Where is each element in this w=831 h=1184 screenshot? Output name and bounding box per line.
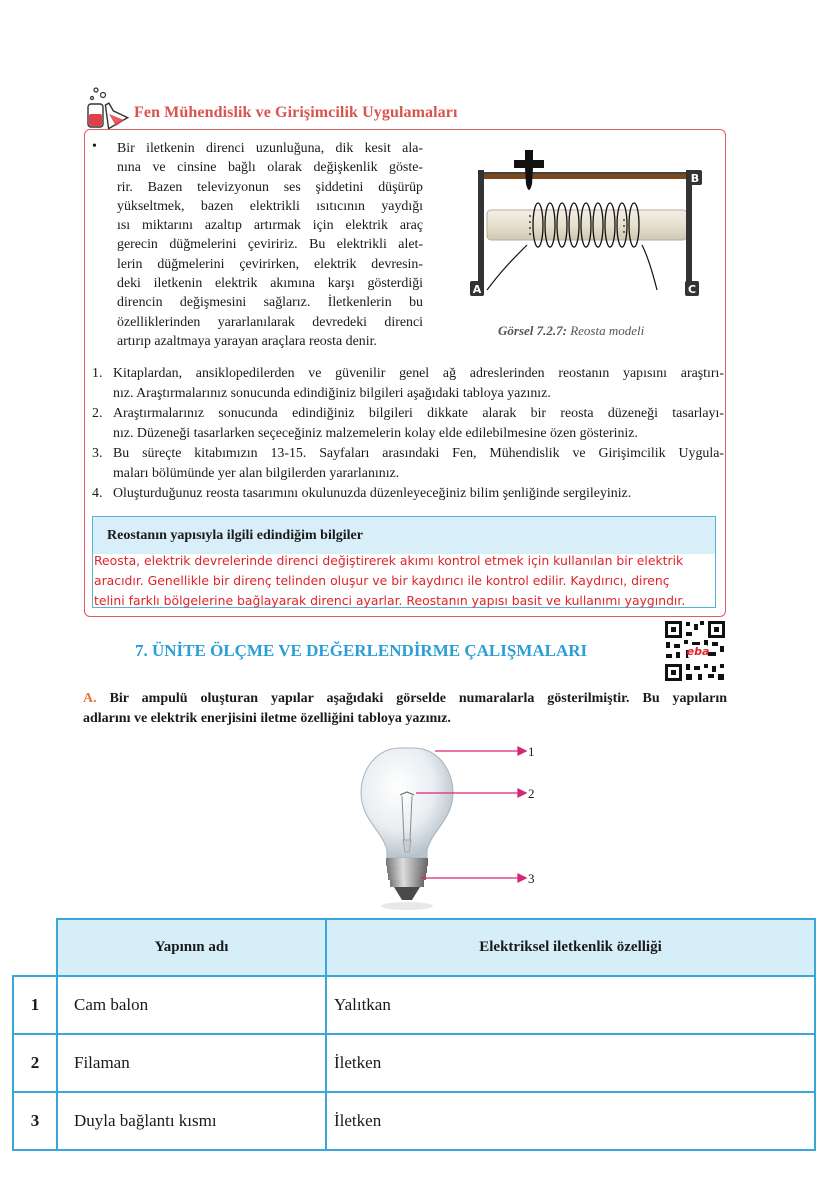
bullet-marker: • — [92, 139, 97, 154]
light-bulb-image — [352, 740, 552, 915]
question-letter: A. — [83, 691, 97, 706]
qr-label: eba — [686, 645, 710, 658]
item-text: Araştırmalarınız sonucunda edindiğiniz bilgileri dikkate alarak bir reosta düzeneği tasarlayı- — [113, 406, 724, 421]
item-text: maları bölümünde yer alan bilgilerden yararlanınız. — [113, 466, 400, 481]
row-number: 3 — [13, 1092, 57, 1150]
label-c: C — [687, 283, 697, 296]
intro-line: gerecin düğmelerini çeviririz. Bu elektrikli alet- — [117, 237, 423, 253]
task-list — [92, 364, 724, 504]
item-text: nız. Düzeneği tasarlarken seçeceğiniz malzemelerin kolay elde edilebilmesine özen gösteriniz. — [113, 426, 638, 441]
intro-line: nına ve cinsine bağlı olarak değişkenlik göste- — [117, 160, 423, 176]
item-text: Bu süreçte kitabımızın 13-15. Sayfaları arasındaki Fen, Mühendislik ve Girişimcilik Uygula- — [113, 446, 724, 461]
list-item — [92, 404, 724, 444]
item-text: nız. Araştırmalarınız sonucunda edindiğiniz bilgileri aşağıdaki tabloya yazınız. — [113, 386, 551, 401]
empty-corner-cell — [13, 919, 57, 976]
table-row — [13, 1034, 815, 1092]
item-number: 1. — [92, 366, 103, 381]
list-item — [92, 364, 724, 404]
answer-line: Reosta, elektrik devrelerinde direnci değiştirerek akımı kontrol etmek için kullanılan bir elektrik — [94, 553, 684, 568]
intro-line: özelliklerinden yararlanılarak devredeki direnci — [117, 314, 423, 330]
header-structure-name: Yapının adı — [57, 919, 326, 976]
section-title: Fen Mühendislik ve Girişimcilik Uygulamaları — [134, 104, 458, 121]
question-line: adlarını ve elektrik enerjisini iletme özelliğini tabloya yazınız. — [83, 711, 451, 726]
item-number: 4. — [92, 486, 103, 501]
intro-line: yükseltmek, bazen elektrikli ısıtıcının yaydığı — [117, 198, 423, 214]
figure-caption — [498, 323, 644, 339]
answer-box-title: Reostanın yapısıyla ilgili edindiğim bilgiler — [107, 528, 363, 543]
caption-label: Görsel 7.2.7: — [498, 323, 567, 338]
item-number: 2. — [92, 406, 103, 421]
intro-line: rir. Bazen televizyonun ses şiddetini düşürüp — [117, 179, 423, 195]
caption-text: Reosta modeli — [570, 323, 645, 338]
item-text: Kitaplardan, ansiklopedilerden ve güvenilir genel ağ adreslerinden reostanın yapısını araştırı- — [113, 366, 724, 381]
conductivity-cell[interactable]: İletken — [326, 1034, 815, 1092]
structure-name-cell[interactable]: Cam balon — [57, 976, 326, 1034]
bulb-label: 2 — [528, 786, 535, 801]
intro-line: lerin düğmelerini çevirirken, elektrik devresin- — [117, 256, 423, 272]
intro-line: direncin değişmesini sağlarız. İletkenlerin bu — [117, 295, 423, 311]
answer-line: aracıdır. Genellikle bir direnç telinden oluşur ve bir kaydırıcı ile kontrol edilir. Kaydırıcı, direnç — [94, 573, 670, 588]
item-text: Oluşturduğunuz reosta tasarımını okulunuzda düzenleyeceğiniz bilim şenliğinde sergileyiniz. — [113, 486, 632, 501]
conductivity-cell[interactable]: İletken — [326, 1092, 815, 1150]
table-row — [13, 976, 815, 1034]
structure-name-cell[interactable]: Filaman — [57, 1034, 326, 1092]
table-header-row — [13, 919, 815, 976]
rheostat-image — [452, 150, 722, 310]
question-text — [83, 689, 727, 729]
bulb-label: 3 — [528, 871, 535, 886]
answer-line: telini farklı bölgelerine bağlayarak direnci ayarlar. Reostanın yapısı basit ve kullanımı yaygındır. — [94, 593, 686, 608]
intro-paragraph — [117, 139, 423, 351]
flask-icon — [84, 84, 134, 130]
intro-line: deki iletkenin elektrik akımına karşı gösterdiği — [117, 276, 423, 292]
structure-name-cell[interactable]: Duyla bağlantı kısmı — [57, 1092, 326, 1150]
intro-line: ısı miktarını azaltıp artırmak için elektrik araç — [117, 218, 423, 234]
qr-code-icon[interactable] — [664, 620, 726, 682]
row-number: 2 — [13, 1034, 57, 1092]
intro-line: artırıp azaltmaya yarayan araçlara reosta denir. — [117, 333, 377, 349]
intro-line: Bir iletkenin direnci uzunluğuna, dik kesit ala- — [117, 141, 423, 156]
row-number: 1 — [13, 976, 57, 1034]
list-item — [92, 444, 724, 484]
question-line: Bir ampulü oluşturan yapılar aşağıdaki görselde numaralarla gösterilmiştir. Bu yapıların — [109, 691, 727, 706]
conductivity-cell[interactable]: Yalıtkan — [326, 976, 815, 1034]
bulb-label: 1 — [528, 744, 535, 759]
item-number: 3. — [92, 446, 103, 461]
unit-title: 7. ÜNİTE ÖLÇME VE DEĞERLENDİRME ÇALIŞMALARI — [135, 641, 588, 660]
table-row — [13, 1092, 815, 1150]
label-b: B — [690, 172, 700, 185]
list-item — [92, 484, 724, 504]
answer-text[interactable] — [94, 551, 718, 611]
answer-table — [12, 918, 816, 1151]
label-a: A — [472, 283, 482, 296]
header-conductivity: Elektriksel iletkenlik özelliği — [326, 919, 815, 976]
